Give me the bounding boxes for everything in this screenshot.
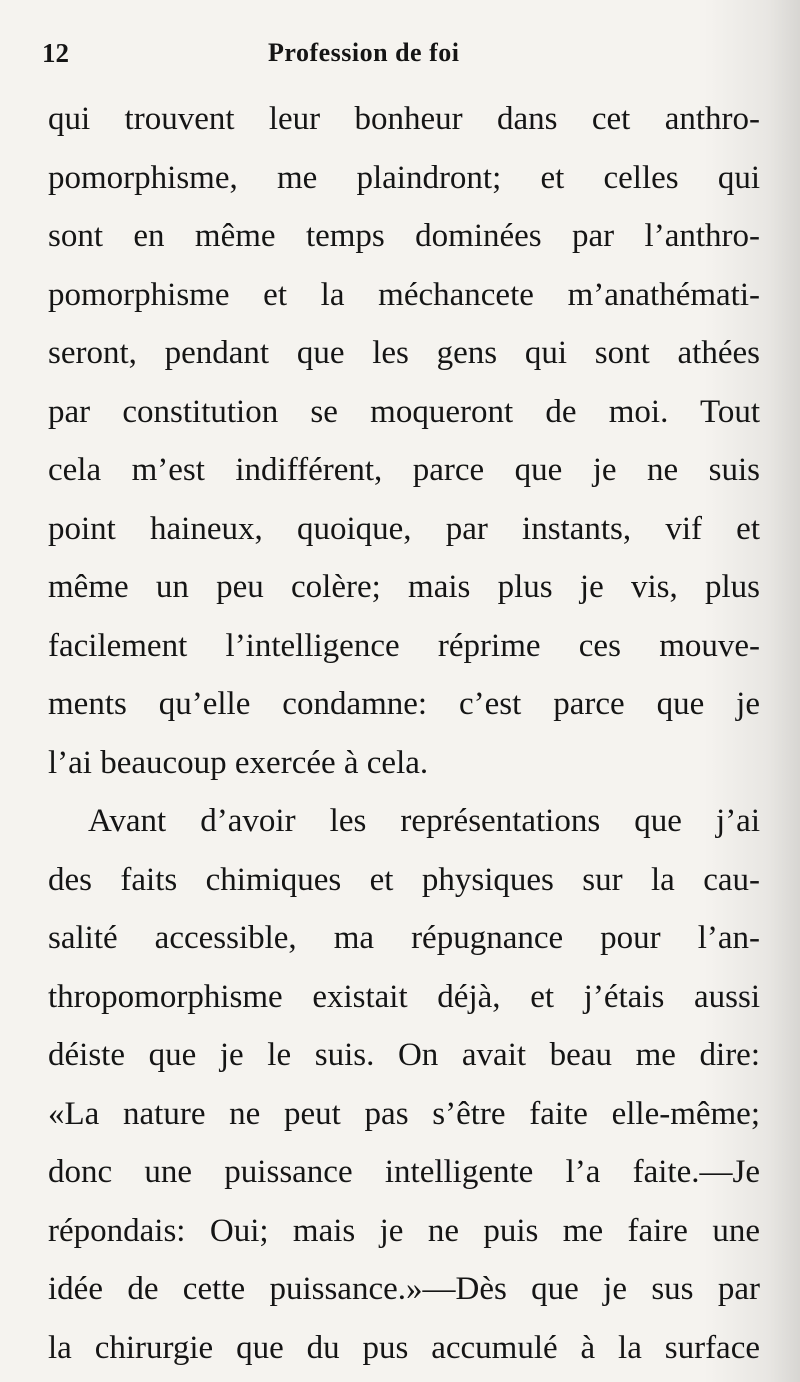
text-line: répondais: Oui; mais je ne puis me faire une bbox=[48, 1212, 760, 1249]
text-line: sont en même temps dominées par l’anthro- bbox=[48, 218, 760, 254]
text-line: thropomorphisme existait déjà, et j’étais aussi bbox=[48, 978, 760, 1015]
body-text bbox=[48, 90, 760, 1377]
text-line: idée de cette puissance.»—Dès que je sus par bbox=[48, 1271, 760, 1307]
text-line: salité accessible, ma répugnance pour l’an- bbox=[48, 920, 760, 956]
text-line: facilement l’intelligence réprime ces mouve- bbox=[48, 627, 760, 664]
running-head bbox=[42, 38, 758, 78]
text-line: par constitution se moqueront de moi. Tout bbox=[48, 393, 760, 430]
text-line: pomorphisme et la méchancete m’anathémati- bbox=[48, 276, 760, 313]
text-line: seront, pendant que les gens qui sont athées bbox=[48, 335, 760, 371]
text-line: déiste que je le suis. On avait beau me dire: bbox=[48, 1037, 760, 1073]
paragraph-end-line: l’ai beaucoup exercée à cela. bbox=[48, 744, 429, 781]
text-line: des faits chimiques et physiques sur la cau- bbox=[48, 861, 760, 898]
text-line: cela m’est indifférent, parce que je ne suis bbox=[48, 452, 760, 488]
text-line: même un peu colère; mais plus je vis, plus bbox=[48, 569, 760, 605]
text-line: point haineux, quoique, par instants, vif et bbox=[48, 510, 760, 547]
paragraph-start-line: Avant d’avoir les représentations que j’ai bbox=[88, 803, 760, 839]
text-line: ments qu’elle condamne: c’est parce que je bbox=[48, 686, 760, 722]
text-line: la chirurgie que du pus accumulé à la surface bbox=[48, 1329, 760, 1366]
page-number: 12 bbox=[42, 38, 69, 68]
running-title: Profession de foi bbox=[268, 38, 460, 67]
text-line: pomorphisme, me plaindront; et celles qui bbox=[48, 159, 760, 196]
text-line: qui trouvent leur bonheur dans cet anthro- bbox=[48, 101, 760, 137]
text-line: «La nature ne peut pas s’être faite elle-même; bbox=[48, 1095, 760, 1132]
text-line: donc une puissance intelligente l’a faite.—Je bbox=[48, 1154, 760, 1190]
